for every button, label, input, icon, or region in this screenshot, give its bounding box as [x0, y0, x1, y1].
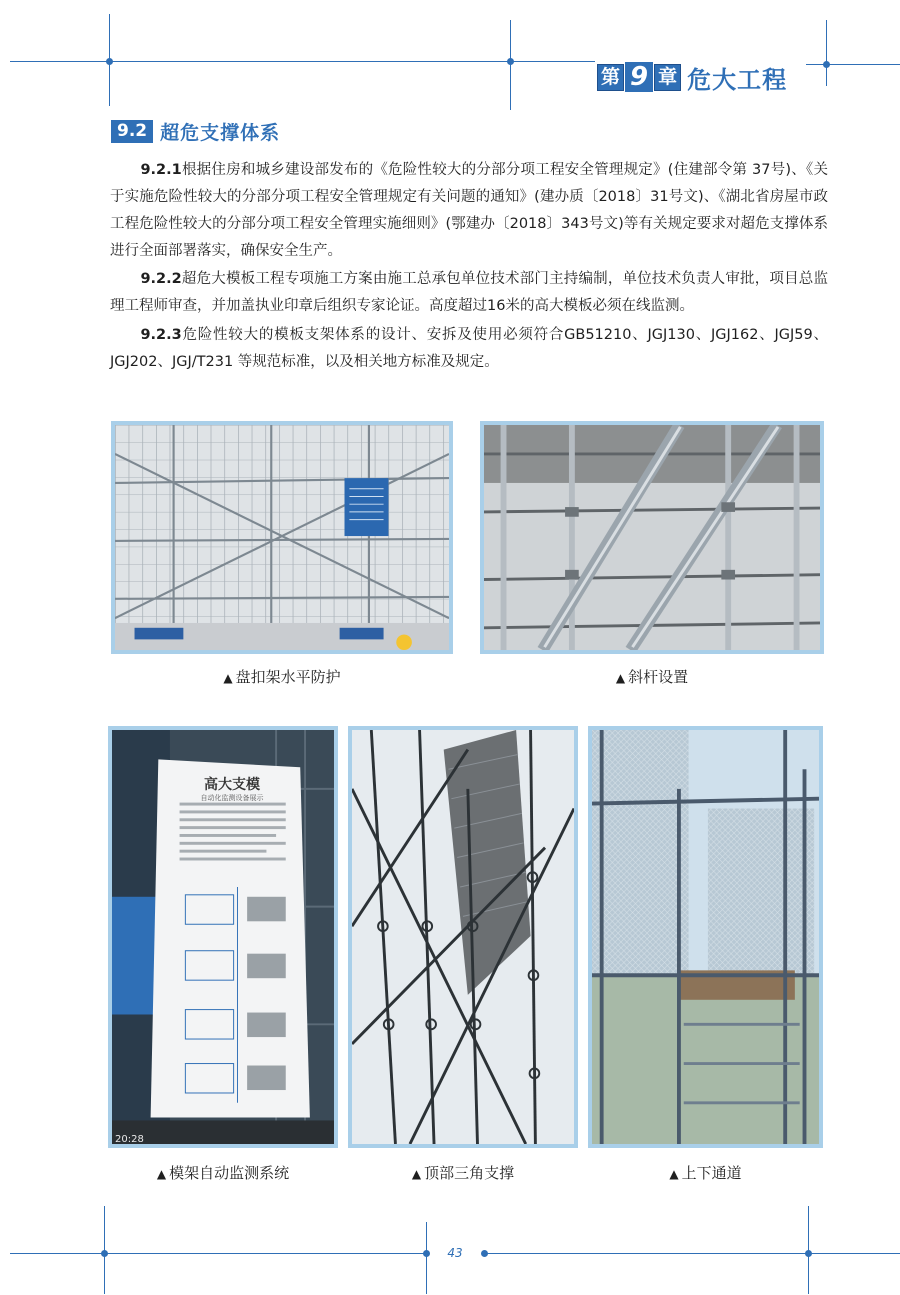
- photo-monitoring-system: [108, 726, 338, 1148]
- triangle-marker: ▲: [615, 671, 626, 685]
- triangle-marker: ▲: [411, 1167, 422, 1181]
- paragraph-9-2-2: [110, 266, 828, 320]
- caption-monitoring-system: [108, 1162, 338, 1183]
- paragraph-number: 9.2.2: [140, 271, 182, 287]
- paragraph-text: 超危大模板工程专项施工方案由施工总承包单位技术部门主持编制，单位技术负责人审批，项目总监理工程师审查，并加盖执业印章后组织专家论证。高度超过16米的高大模板必须在线监测。: [110, 271, 828, 314]
- caption-top-triangle-support: [348, 1162, 578, 1183]
- section-title: 超危支撑体系: [160, 122, 281, 144]
- paragraph-number: 9.2.1: [140, 162, 182, 178]
- frame-dot: [481, 1250, 488, 1257]
- photo-top-triangle-support: [348, 726, 578, 1148]
- caption-text: 模架自动监测系统: [169, 1164, 290, 1182]
- bottom-mid-vertical: [426, 1222, 427, 1294]
- section-heading: [111, 118, 280, 145]
- frame-dot: [507, 58, 514, 65]
- chapter-number: 9: [625, 62, 653, 92]
- chapter-title: 危大工程: [687, 65, 788, 94]
- triangle-marker: ▲: [156, 1167, 167, 1181]
- top-rule-right: [806, 64, 900, 65]
- caption-diagonal-bracing: [480, 666, 824, 687]
- paragraph-number: 9.2.3: [140, 327, 182, 343]
- caption-text: 盘扣架水平防护: [235, 668, 341, 686]
- paragraph-9-2-3: [110, 322, 828, 376]
- board-subtitle: 自动化监测设备展示: [200, 794, 264, 802]
- top-mid-vertical: [510, 20, 511, 110]
- photo-timestamp: 20:28: [115, 1134, 144, 1145]
- paragraph-text: 危险性较大的模板支架体系的设计、安拆及使用必须符合GB51210、JGJ130、JGJ162、JGJ59、JGJ202、JGJ/T231 等规范标准，以及相关地方标准及规定。: [110, 327, 828, 370]
- paragraph-9-2-1: [110, 157, 828, 265]
- triangle-marker: ▲: [669, 1167, 679, 1181]
- board-title: 高大支模: [204, 777, 260, 793]
- frame-dot: [101, 1250, 108, 1257]
- chapter-suffix: 章: [654, 64, 681, 91]
- frame-dot: [805, 1250, 812, 1257]
- photo-access-stairway: [588, 726, 823, 1148]
- frame-dot: [823, 61, 830, 68]
- bottom-rule-left: [10, 1253, 428, 1254]
- frame-dot: [423, 1250, 430, 1257]
- chapter-header: [597, 60, 787, 94]
- top-right-vertical: [826, 20, 827, 86]
- caption-ringlock-protection: [111, 666, 453, 687]
- section-number: 9.2: [111, 120, 153, 143]
- paragraph-text: 根据住房和城乡建设部发布的《危险性较大的分部分项工程安全管理规定》(住建部令第 37号)、《关于实施危险性较大的分部分项工程安全管理规定有关问题的通知》(建办质〔2018〕31号文)、《湖北省房屋市政工程危险性较大的分部分项工程安全管理实施细则》(鄂建办〔2018〕343号文)等有关规定要求对超危支撑体系进行全面部署落实，确保安全生产。: [110, 162, 828, 259]
- caption-text: 顶部三角支撑: [424, 1164, 515, 1182]
- caption-text: 斜杆设置: [628, 668, 689, 686]
- triangle-marker: ▲: [223, 671, 233, 685]
- caption-access-stairway: [588, 1162, 823, 1183]
- bottom-rule-right: [484, 1253, 900, 1254]
- page-number: 43: [447, 1246, 463, 1260]
- frame-dot: [106, 58, 113, 65]
- chapter-prefix: 第: [597, 64, 624, 91]
- photo-diagonal-bracing: [480, 421, 824, 654]
- photo-ringlock-protection: [111, 421, 453, 654]
- caption-text: 上下通道: [681, 1164, 742, 1182]
